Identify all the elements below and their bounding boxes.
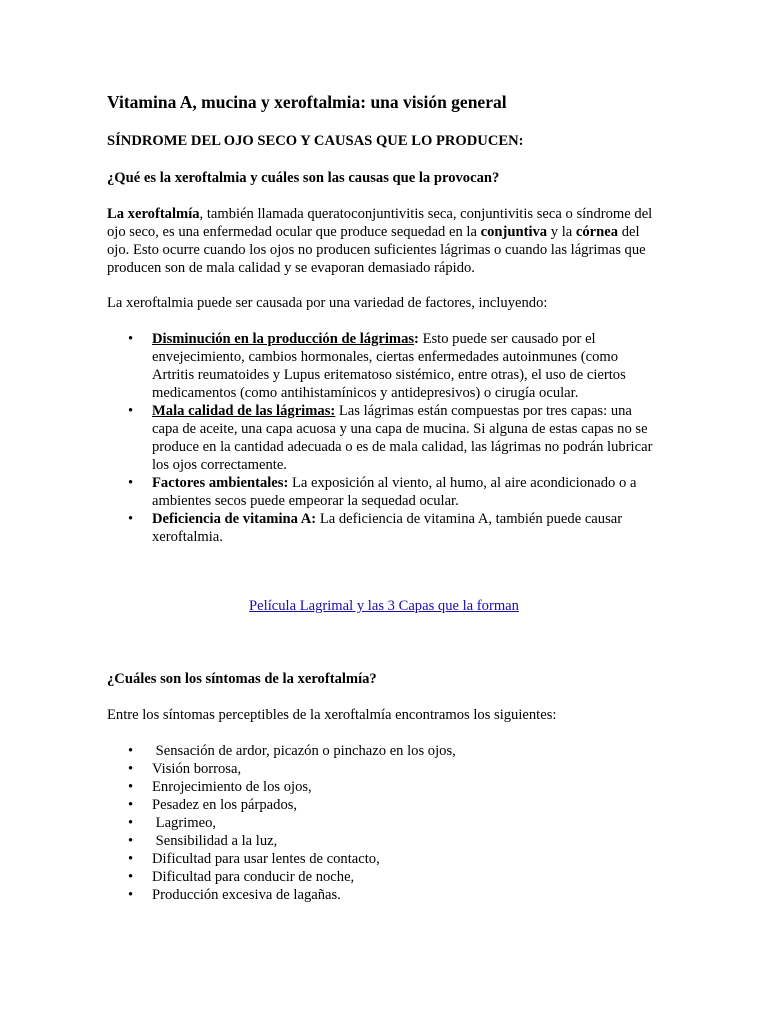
list-item: • Enrojecimiento de los ojos,	[128, 779, 312, 795]
list-item: • Dificultad para usar lentes de contacto,	[128, 851, 380, 867]
symptoms-list	[107, 742, 657, 904]
list-item: • Lagrimeo,	[128, 815, 217, 831]
symptoms-intro: Entre los síntomas perceptibles de la xeroftalmía encontramos los siguientes:	[107, 707, 557, 723]
causes-list	[107, 330, 657, 546]
list-item: • Sensación de ardor, picazón o pinchazo en los ojos,	[128, 743, 456, 759]
list-item: • Pesadez en los párpados,	[128, 797, 298, 813]
section-heading: SÍNDROME DEL OJO SECO Y CAUSAS QUE LO PRODUCEN:	[107, 133, 524, 149]
causes-intro: La xeroftalmia puede ser causada por una variedad de factores, incluyendo:	[107, 295, 548, 311]
link-container	[107, 597, 661, 615]
intro-bold: La xeroftalmía	[107, 206, 200, 222]
intro-paragraph: La xeroftalmía, también llamada queratoconjuntivitis seca, conjuntivitis seca o síndrome del ojo seco, es una enfermedad ocular que produce sequedad en la conjuntiva y la córnea del ojo. Esto ocurre cuando los ojos no producen suficientes lágrimas o cuando las lágrimas que producen son de mala calidad y se evaporan demasiado rápido.	[107, 206, 653, 276]
symptoms-heading: ¿Cuáles son los síntomas de la xeroftalmía?	[107, 671, 377, 687]
list-item: • Producción excesiva de lagañas.	[128, 887, 341, 903]
list-item: • Factores ambientales: La exposición al viento, al humo, al aire acondicionado o a ambientes secos puede empeorar la sequedad ocular.	[128, 475, 637, 509]
list-item: • Sensibilidad a la luz,	[128, 833, 278, 849]
tear-film-link[interactable]: Película Lagrimal y las 3 Capas que la forman	[249, 598, 519, 614]
list-item: • Deficiencia de vitamina A: La deficiencia de vitamina A, también puede causar xeroftalmia.	[128, 511, 623, 545]
list-item: • Dificultad para conducir de noche,	[128, 869, 355, 885]
document-title: Vitamina A, mucina y xeroftalmia: una visión general	[107, 92, 507, 112]
list-item: • Mala calidad de las lágrimas: Las lágrimas están compuestas por tres capas: una capa de aceite, una capa acuosa y una capa de mucina. Si alguna de estas capas no se produce en la cantidad adecuada o es de mala calidad, las lágrimas no podrán lubricar los ojos correctamente.	[128, 403, 653, 473]
list-item: • Visión borrosa,	[128, 761, 242, 777]
question-heading: ¿Qué es la xeroftalmia y cuáles son las causas que la provocan?	[107, 170, 500, 186]
list-item: • Disminución en la producción de lágrimas: Esto puede ser causado por el envejecimiento, cambios hormonales, ciertas enfermedades autoinmunes (como Artritis reumatoides y Lupus eritematoso sistémico, entre otras), el uso de ciertos medicamentos (como antihistamínicos y antidepresivos) o cirugía ocular.	[128, 331, 626, 401]
